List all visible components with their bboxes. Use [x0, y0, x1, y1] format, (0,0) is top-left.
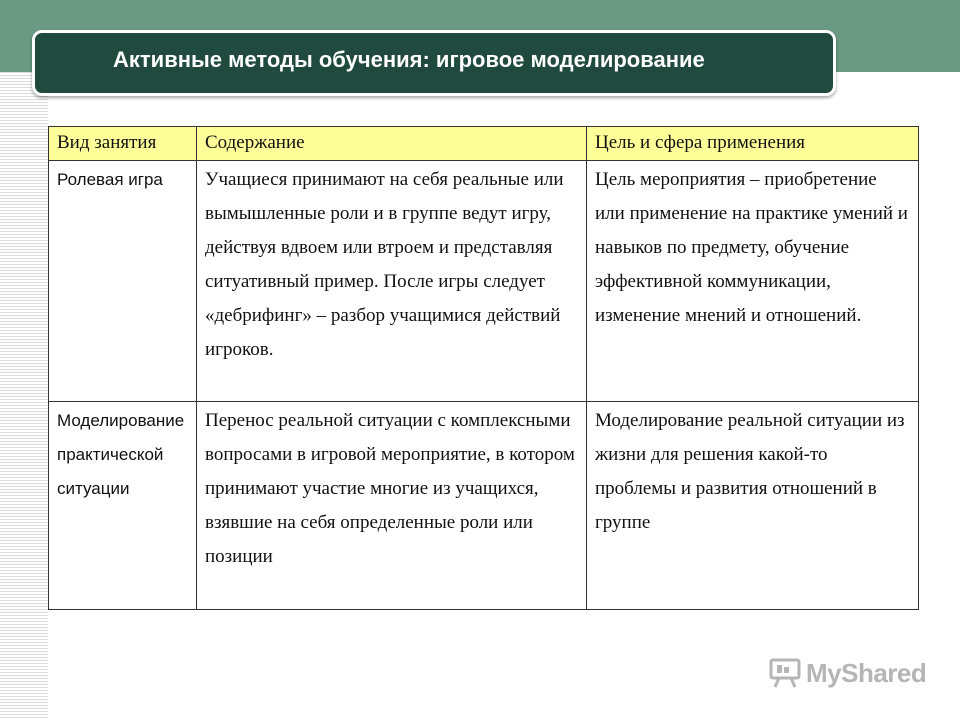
title-bar [32, 30, 836, 96]
myshared-watermark [768, 656, 926, 690]
watermark-text: MyShared [806, 657, 927, 688]
table-row [49, 161, 919, 402]
row-kind: Ролевая игра [49, 161, 197, 402]
header-kind: Вид занятия [49, 127, 197, 161]
left-stripe-decoration [0, 72, 48, 720]
table-row [49, 402, 919, 610]
row-content: Перенос реальной ситуации с комплексными вопросами в игровой мероприятие, в котором принимают участие многие из учащихся, взявшие на себя определенные роли или позиции [197, 402, 587, 610]
row-goal: Цель мероприятия – приобретение или применение на практике умений и навыков по предмету, обучение эффективной коммуникации, изменение мнений и отношений. [587, 161, 919, 402]
row-kind: Моделирование практической ситуации [49, 402, 197, 610]
row-content: Учащиеся принимают на себя реальные или вымышленные роли и в группе ведут игру, действуя вдвоем или втроем и представляя ситуативный пример. После игры следует «дебрифинг» – разбор учащимися действий игроков. [197, 161, 587, 402]
presentation-board-icon [768, 656, 802, 690]
header-content: Содержание [197, 127, 587, 161]
table-header-row [49, 127, 919, 161]
methods-table [48, 126, 919, 610]
slide-title: Активные методы обучения: игровое моделирование [113, 47, 705, 72]
row-goal: Моделирование реальной ситуации из жизни для решения какой-то проблемы и развития отношений в группе [587, 402, 919, 610]
header-goal: Цель и сфера применения [587, 127, 919, 161]
